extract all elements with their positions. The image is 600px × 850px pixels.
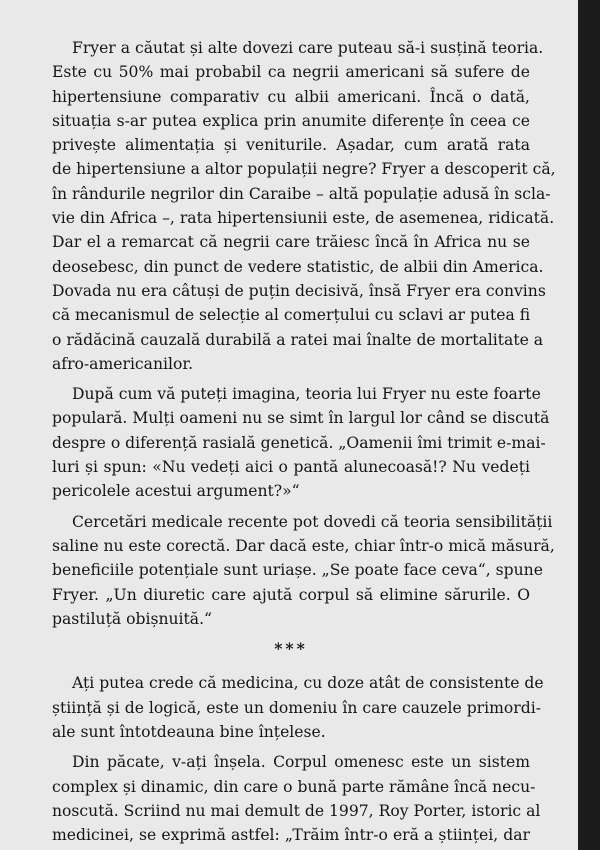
text-line: deosebesc, din punct de vedere statistic, de albii din America.	[52, 257, 544, 276]
paragraph-5	[52, 750, 541, 847]
text-line: noscută. Scriind nu mai demult de 1997, Roy Porter, istoric al	[52, 801, 541, 820]
paragraph-2	[52, 382, 550, 503]
text-line: Din păcate, v-ați înșela. Corpul omenesc este un sistem	[72, 753, 530, 772]
text-line: Dar el a remarcat că negrii care trăiesc încă în Africa nu se	[52, 233, 530, 252]
text-line: în rândurile negrilor din Caraibe – altă populație adusă în scla-	[52, 184, 551, 203]
text-line: beneficiile potențiale sunt uriașe. „Se poate face ceva“, spune	[52, 561, 543, 580]
text-line: o rădăcină cauzală durabilă a ratei mai înalte de mortalitate a	[52, 330, 544, 349]
text-line: privește alimentația și veniturile. Așadar, cum arată rata	[52, 136, 530, 155]
text-line: Dovada nu era câtuși de puțin decisivă, însă Fryer era convins	[52, 281, 546, 300]
text-line: saline nu este corectă. Dar dacă este, chiar într-o mică măsură,	[52, 536, 555, 555]
text-line: de hipertensiune a altor populații negre? Fryer a descoperit că,	[52, 160, 556, 179]
paragraph-3	[52, 510, 555, 631]
page-body	[52, 36, 556, 850]
text-line: pastiluță obișnuită.“	[52, 609, 213, 628]
text-line: complex și dinamic, din care o bună parte rămâne încă necu-	[52, 777, 536, 796]
paragraph-4	[52, 671, 544, 744]
text-line: pericolele acestui argument?»“	[52, 482, 300, 501]
text-line: că mecanismul de selecție al comerțului cu sclavi ar putea fi	[52, 306, 531, 325]
text-line: Fryer. „Un diuretic care ajută corpul să elimine sărurile. O	[52, 585, 530, 604]
text-line: Fryer a căutat și alte dovezi care puteau să-i susțină teoria.	[72, 39, 544, 57]
text-line: Ați putea crede că medicina, cu doze atât de consistente de	[72, 674, 544, 693]
text-line: După cum vă puteți imagina, teoria lui Fryer nu este foarte	[72, 385, 541, 404]
text-line: situația s-ar putea explica prin anumite diferențe în ceea ce	[52, 111, 530, 130]
text-line: afro-americanilor.	[52, 354, 194, 373]
section-break: ***	[274, 639, 308, 659]
text-line: Cercetări medicale recente pot dovedi că teoria sensibilității	[72, 512, 553, 531]
text-line: hipertensiune comparativ cu albii americani. Încă o dată,	[52, 87, 530, 106]
text-line: populară. Mulți oameni nu se simt în largul lor când se discută	[52, 409, 550, 428]
text-line: luri și spun: «Nu vedeți aici o pantă alunecoasă!? Nu vedeți	[52, 458, 530, 477]
text-line: medicinei, se exprimă astfel: „Trăim într-o eră a științei, dar	[52, 826, 530, 845]
text-line: ale sunt întotdeauna bine înțelese.	[52, 723, 326, 742]
paragraph-1	[52, 36, 556, 376]
text-line: vie din Africa –, rata hipertensiunii este, de asemenea, ridicată.	[52, 209, 555, 228]
text-line: despre o diferență rasială genetică. „Oamenii îmi trimit e-mai-	[52, 433, 546, 452]
text-line: Este cu 50% mai probabil ca negrii americani să sufere de	[52, 63, 530, 82]
text-line: știință și de logică, este un domeniu în care cauzele primordi-	[52, 698, 541, 717]
